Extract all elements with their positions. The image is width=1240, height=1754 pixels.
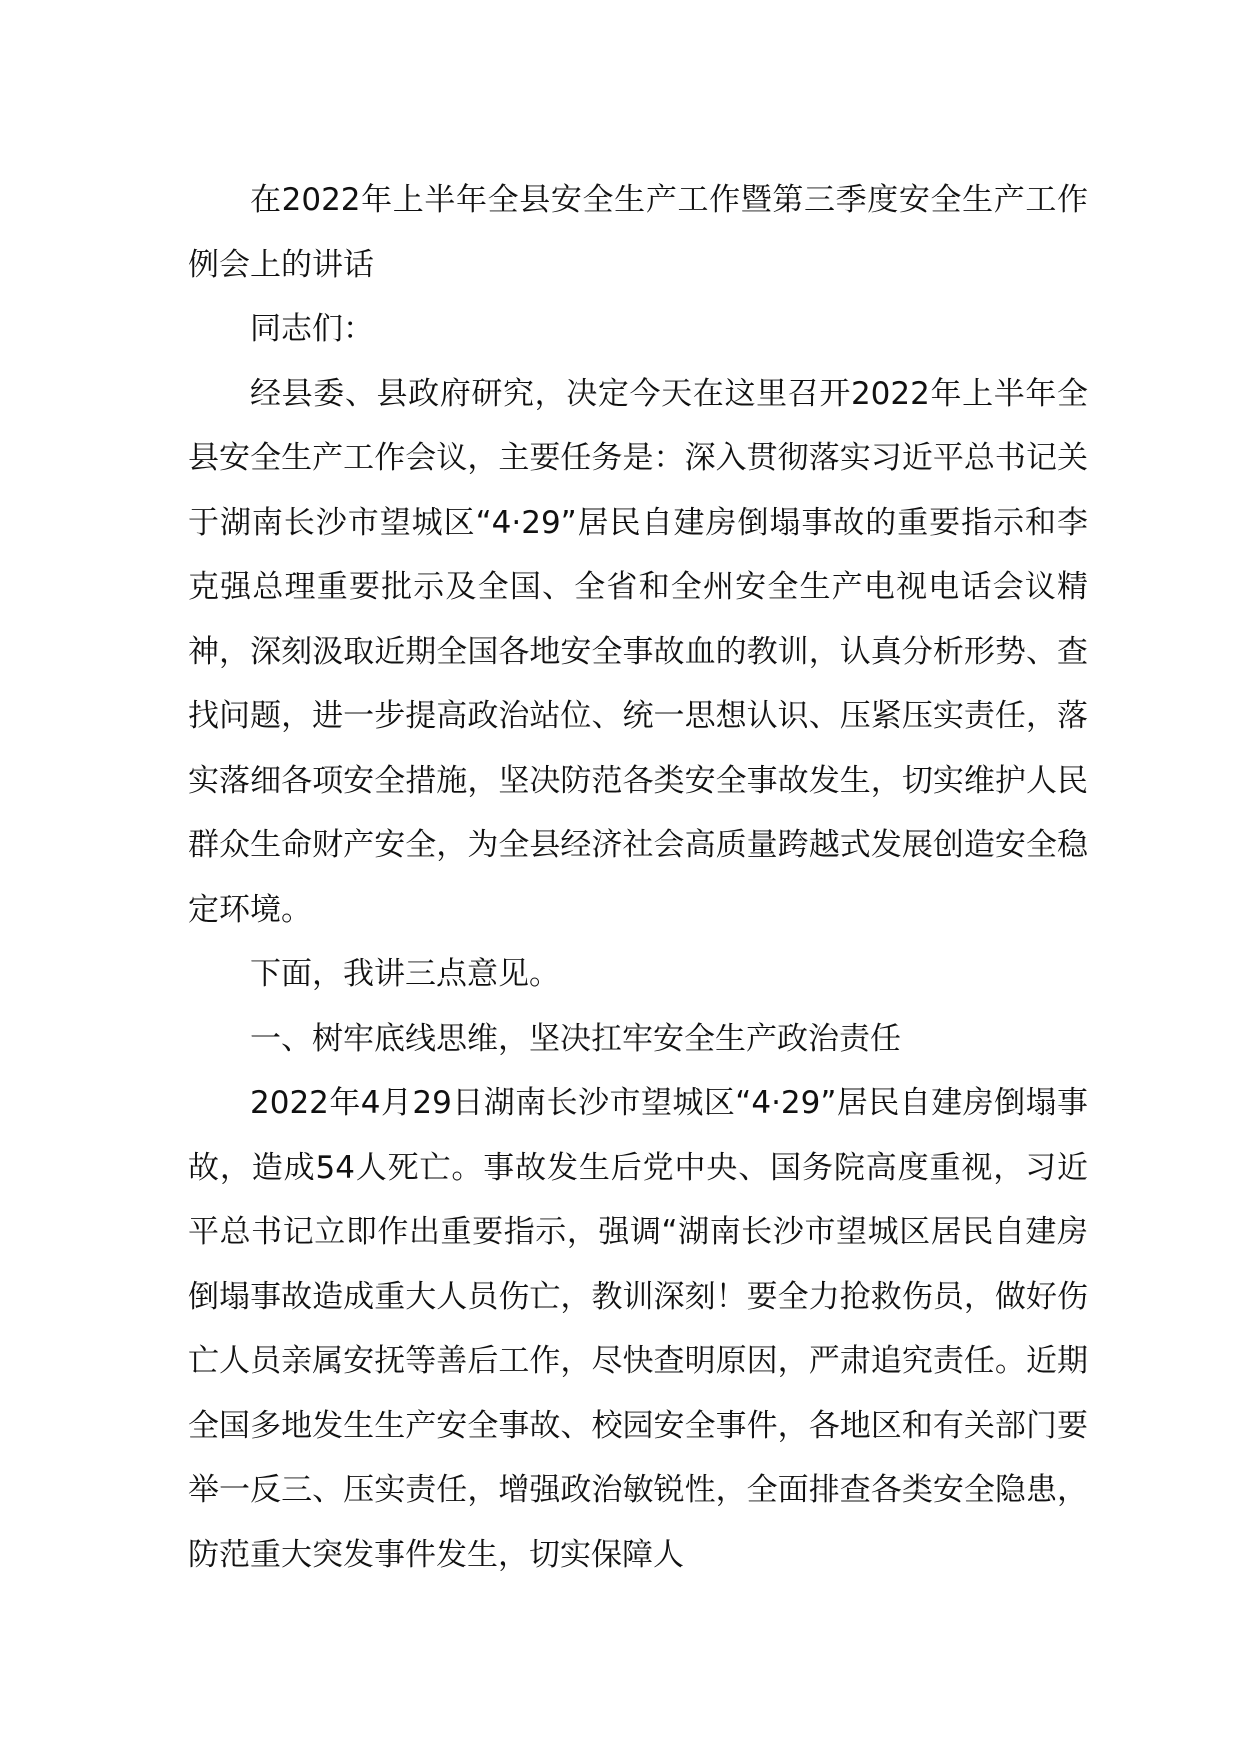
intro-paragraph: 经县委、县政府研究，决定今天在这里召开2022年上半年全县安全生产工作会议，主要任务是：深入贯彻落实习近平总书记关于湖南长沙市望城区“4·29”居民自建房倒塌事故的重要指示和李克强总理重要批示及全国、全省和全州安全生产电视电话会议精神，深刻汲取近期全国各地安全事故血的教训，认真分析形势、查找问题，进一步提高政治站位、统一思想认识、压紧压实责任，落实落细各项安全措施，坚决防范各类安全事故发生，切实维护人民群众生命财产安全，为全县经济社会高质量跨越式发展创造安全稳定环境。 (188, 375, 1088, 928)
document-body (188, 168, 1088, 1587)
outline-paragraph: 下面，我讲三点意见。 (250, 956, 560, 992)
salutation: 同志们： (250, 311, 374, 347)
section-paragraph: 2022年4月29日湖南长沙市望城区“4·29”居民自建房倒塌事故，造成54人死亡。事故发生后党中央、国务院高度重视，习近平总书记立即作出重要指示，强调“湖南长沙市望城区居民自建房倒塌事故造成重大人员伤亡，教训深刻！要全力抢救伤员，做好伤亡人员亲属安抚等善后工作，尽快查明原因，严肃追究责任。近期全国多地发生生产安全事故、校园安全事件，各地区和有关部门要举一反三、压实责任，增强政治敏锐性，全面排查各类安全隐患，防范重大突发事件发生，切实保障人 (188, 1085, 1088, 1573)
speech-title: 在2022年上半年全县安全生产工作暨第三季度安全生产工作例会上的讲话 (188, 182, 1088, 283)
section-heading: 一、树牢底线思维，坚决扛牢安全生产政治责任 (250, 1020, 901, 1057)
